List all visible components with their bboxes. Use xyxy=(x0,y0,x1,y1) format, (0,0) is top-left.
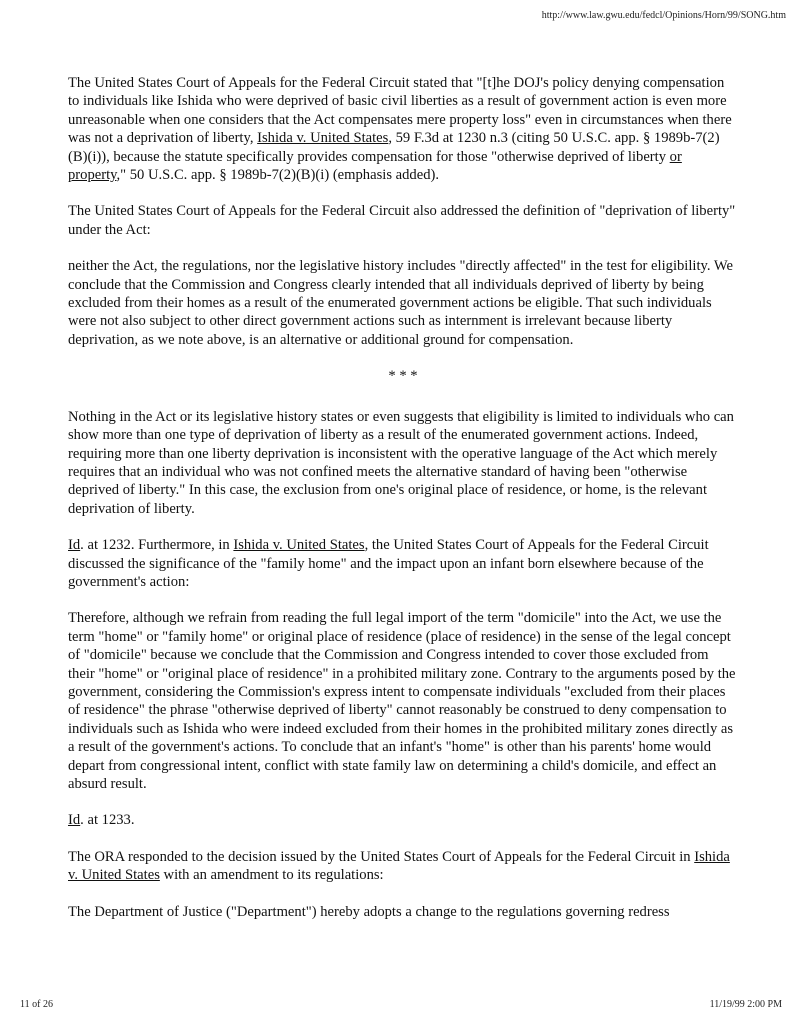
block-quote: neither the Act, the regulations, nor the legislative history includes "directly affected" in the test for eligibility. We conclude that the Commission and Congress clearly intended that all individuals deprived of liberty by being excluded from their homes as a result of the enumerated government actions be eligible. That such individuals were not also subject to other direct government actions such as internment is irrelevant because liberty deprivation, as we note above, is an alternative or additional ground for compensation. xyxy=(68,258,733,348)
paragraph xyxy=(68,811,738,829)
block-quote: Therefore, although we refrain from reading the full legal import of the term "domicile" into the Act, we use the term "home" or "family home" or original place of residence (place of residence) in the sense of the legal concept of "domicile" because we conclude that the Commission and Congress intended to cover those excluded from their "home" or "original place of residence" in a prohibited military zone. Contrary to the arguments posed by the government, considering the Commission's express intent to compensate individuals "excluded from their places of residence" the phrase "otherwise deprived of liberty" cannot reasonably be construed to deny compensation to individuals such as Ishida who were indeed excluded from their homes in the prohibited military zones directly as a result of the government's actions. To conclude that an infant's "home" is other than his parents' home would depart from congressional intent, conflict with state family law on determining a child's domicile, and effect an absurd result. xyxy=(68,610,736,792)
id-citation: Id xyxy=(68,537,81,554)
block-quote: The Department of Justice ("Department") hereby adopts a change to the regulations governing redress xyxy=(68,903,670,920)
text-span: The ORA responded to the decision issued by the United States Court of Appeals for the Federal Circuit in xyxy=(68,848,695,865)
id-citation: Id xyxy=(68,812,81,829)
section-separator: * * * xyxy=(388,368,418,385)
document-body xyxy=(68,74,738,939)
text-span: , the United States Court of Appeals for the Federal Circuit discussed the significance of the "family home" and the impact upon an infant born elsewhere because of the government's action: xyxy=(68,537,709,590)
text-span: ," 50 U.S.C. app. § 1989b-7(2)(B)(i) (emphasis added). xyxy=(116,167,440,184)
text-span: , 59 F.3d at 1230 n.3 (citing 50 U.S.C. app. § 1989b-7(2)(B)(i)), because the statute specifically provides compensation for those "otherwise deprived of liberty xyxy=(68,130,720,165)
paragraph xyxy=(68,536,738,591)
paragraph: The United States Court of Appeals for the Federal Circuit also addressed the definition of "deprivation of liberty" under the Act: xyxy=(68,203,736,238)
page-url: http://www.law.gwu.edu/fedcl/Opinions/Horn/99/SONG.htm xyxy=(541,10,786,21)
case-citation-link[interactable]: Ishida v. United States xyxy=(233,537,365,554)
emphasis-text: or property xyxy=(68,148,682,184)
text-span: with an amendment to its regulations: xyxy=(159,867,384,884)
paragraph xyxy=(68,74,738,184)
case-citation-link[interactable]: Ishida v. United States xyxy=(68,848,730,884)
case-citation-link[interactable]: Ishida v. United States xyxy=(257,130,389,147)
page-number: 11 of 26 xyxy=(20,999,53,1010)
paragraph xyxy=(68,848,738,885)
text-span: . at 1233. xyxy=(80,812,135,829)
text-span: The United States Court of Appeals for the Federal Circuit stated that "[t]he DOJ's policy denying compensation to individuals like Ishida who were deprived of basic civil liberties as a result of government action is even more unreasonable when one considers that the Act compensates mere property loss" even in circumstances when there was not a deprivation of liberty, xyxy=(68,75,732,147)
block-quote: Nothing in the Act or its legislative history states or even suggests that eligibility is limited to individuals who can show more than one type of deprivation of liberty as a result of the enumerated government actions. Indeed, requiring more than one liberty deprivation is inconsistent with the operative language of the Act which merely requires that an individual who was not confined meets the alternative standard of having been "otherwise deprived of liberty." In this case, the exclusion from one's original place of residence, or home, is the relevant deprivation of liberty. xyxy=(68,408,734,517)
print-timestamp: 11/19/99 2:00 PM xyxy=(709,999,782,1010)
text-span: . at 1232. Furthermore, in xyxy=(80,537,234,554)
